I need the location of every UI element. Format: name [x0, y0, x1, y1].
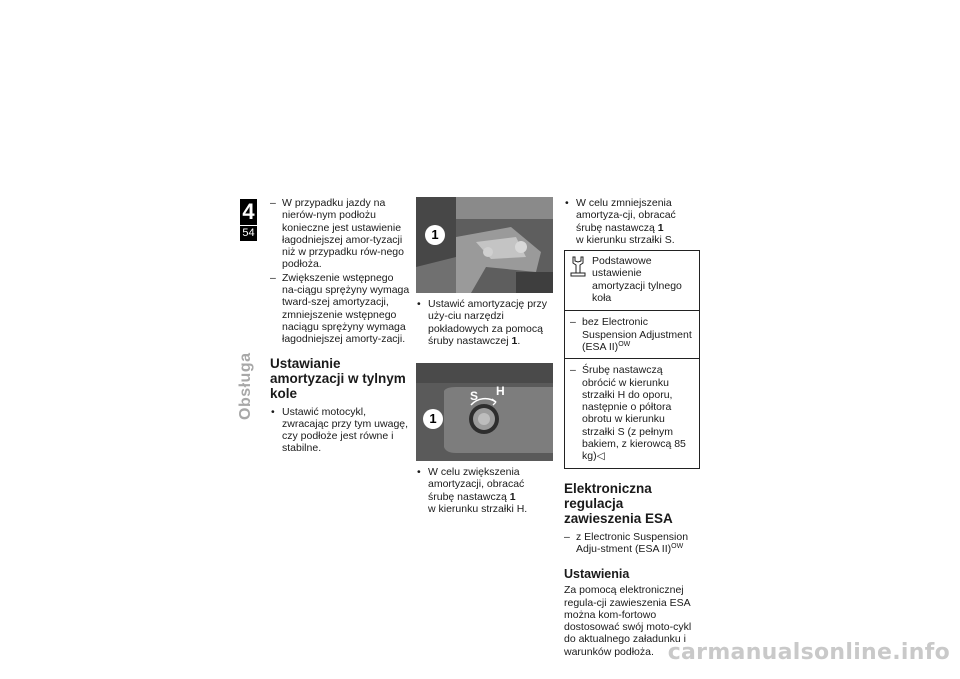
bullet-end: w kierunku strzałki H.: [428, 503, 528, 516]
row-sup: OW: [618, 340, 631, 348]
watermark: carmanualsonline.info: [667, 640, 950, 665]
bullet-end: .: [517, 334, 521, 347]
dash-text: z Electronic Suspension Adju-stment (ESA II): [576, 530, 689, 555]
callout-1: 1: [425, 225, 445, 245]
bullet-item: [416, 298, 553, 347]
column-1: [270, 197, 410, 456]
paragraph: Za pomocą elektronicznej regula-cji zawieszenia ESA można kom-fortowo dostosować swój moto-cykl do aktualnego załadunku i warunków podłoża.: [564, 584, 692, 658]
bullet-text: W celu zwiększenia amortyzacji, obracać śrubę nastawczą: [428, 466, 525, 503]
row-text: bez Electronic Suspension Adjustment (ESA II): [582, 316, 692, 353]
column-3: [564, 197, 700, 658]
specification-row: [565, 311, 699, 359]
dash-item: [570, 364, 694, 462]
end-mark-icon: ◁: [596, 450, 605, 463]
dash-sup: OW: [671, 542, 684, 550]
dash-item: [570, 316, 694, 353]
row-text: Śrubę nastawczą obrócić w kierunku strzałki H do oporu, następnie o półtora obrotu w kierunku strzałki S (z pełnym bakiem, z kierowcą 85 kg): [582, 364, 686, 463]
chapter-title: Obsługa: [237, 352, 254, 420]
specification-row: [565, 359, 699, 467]
photo-adjuster-screw: [416, 197, 553, 293]
dash-item: – Zwiększenie wstępnego na-ciągu sprężyny wymaga tward-szej amortyzacji, zmniejszenie wstępnego naciągu sprężyny wymaga łagodniejszej amorty-zacji.: [270, 272, 410, 346]
subsection-heading: Ustawienia: [564, 567, 630, 582]
column-2: [416, 197, 553, 516]
dash-item: – W przypadku jazdy na nierów-nym podłożu konieczne jest ustawienie łagodniejszej amor-tyzacji niż w przypadku rów-nego podłoża.: [270, 197, 410, 271]
bullet-end: w kierunku strzałki S.: [576, 233, 675, 246]
bullet-item: • Ustawić motocykl, zwracając przy tym uwagę, czy podłoże jest równe i stabilne.: [270, 406, 410, 455]
bullet-text: W celu zmniejszenia amortyza-cji, obracać śrubę nastawczą: [576, 197, 676, 234]
bullet-text: Ustawić amortyzację przy uży-ciu narzędzi pokładowych za pomocą śruby nastawczej: [428, 298, 548, 347]
section-heading: Elektroniczna regulacja zawieszenia ESA: [564, 480, 673, 526]
label-h: H: [496, 384, 505, 399]
wrench-icon-graphic: [570, 255, 586, 277]
wrench-icon: [570, 255, 586, 304]
callout-1: 1: [423, 409, 443, 429]
specification-box: [564, 250, 700, 468]
photo-adjuster-knob: [416, 363, 553, 461]
specification-header: [565, 251, 699, 311]
dash-item: [564, 531, 700, 556]
label-s: S: [470, 389, 479, 404]
bullet-ref: 1: [509, 490, 516, 503]
bullet-item: [564, 197, 700, 246]
specification-title: Podstawowe ustawienie amortyzacji tylnego koła: [592, 255, 682, 305]
bullet-item: [416, 466, 553, 515]
bullet-ref: 1: [511, 334, 518, 347]
page-number: 54: [240, 226, 257, 241]
photo-adjuster-screw-graphic: [416, 197, 553, 293]
section-heading: Ustawianie amortyzacji w tylnym kole: [270, 355, 406, 401]
chapter-number: 4: [240, 199, 257, 225]
bullet-ref: 1: [657, 221, 664, 234]
